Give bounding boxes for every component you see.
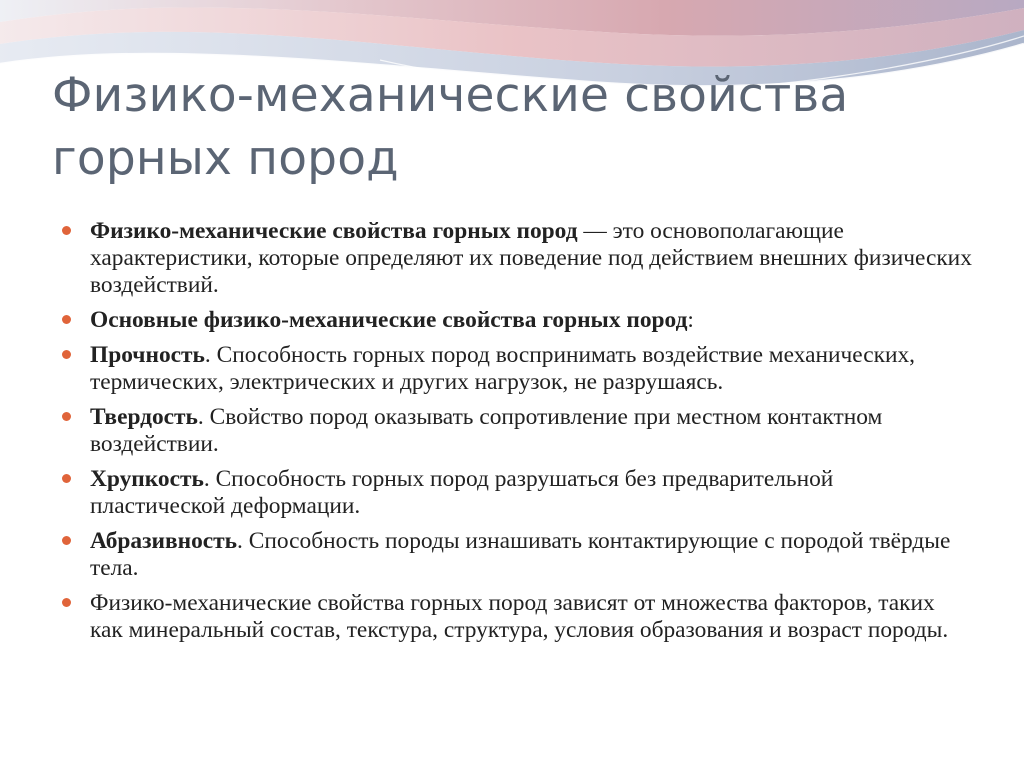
- bullet-text: :: [687, 307, 694, 333]
- bullet-term: Хрупкость: [90, 466, 204, 492]
- bullet-term: Основные физико-механические свойства горных пород: [90, 307, 688, 333]
- bullet-item-brittleness: [62, 466, 972, 520]
- bullet-item-factors: [62, 590, 972, 644]
- bullet-marker-icon: [62, 315, 71, 324]
- bullet-item-hardness: [62, 404, 972, 458]
- bullet-marker-icon: [62, 598, 71, 607]
- bullet-item-abrasiveness: [62, 528, 972, 582]
- bullet-marker-icon: [62, 474, 71, 483]
- bullet-marker-icon: [62, 536, 71, 545]
- bullet-text: . Способность горных пород воспринимать воздействие механических, термических, электрических и других нагрузок, не разрушаясь.: [90, 342, 916, 395]
- bullet-text: Физико-механические свойства горных пород зависят от множества факторов, таких как минеральный состав, текстура, структура, условия образования и возраст породы.: [90, 590, 949, 643]
- bullet-item-strength: [62, 342, 972, 396]
- bullet-item-main-properties: [62, 307, 972, 334]
- bullet-term: Твердость: [90, 404, 198, 430]
- bullet-marker-icon: [62, 412, 71, 421]
- bullet-marker-icon: [62, 350, 71, 359]
- bullet-term: Абразивность: [90, 528, 238, 554]
- bullet-list: [62, 218, 972, 652]
- bullet-term: Прочность: [90, 342, 205, 368]
- bullet-text: — это основополагающие характеристики, которые определяют их поведение под действием внешних физических воздействий.: [90, 218, 972, 298]
- bullet-text: . Способность породы изнашивать контактирующие с породой твёрдые тела.: [90, 528, 951, 581]
- bullet-item-definition: [62, 218, 972, 299]
- bullet-text: . Способность горных пород разрушаться без предварительной пластической деформации.: [90, 466, 834, 519]
- bullet-text: . Свойство пород оказывать сопротивление при местном контактном воздействии.: [90, 404, 883, 457]
- bullet-marker-icon: [62, 226, 71, 235]
- bullet-term: Физико-механические свойства горных пород: [90, 218, 578, 244]
- slide-title: Физико-механические свойства горных пород: [52, 68, 849, 186]
